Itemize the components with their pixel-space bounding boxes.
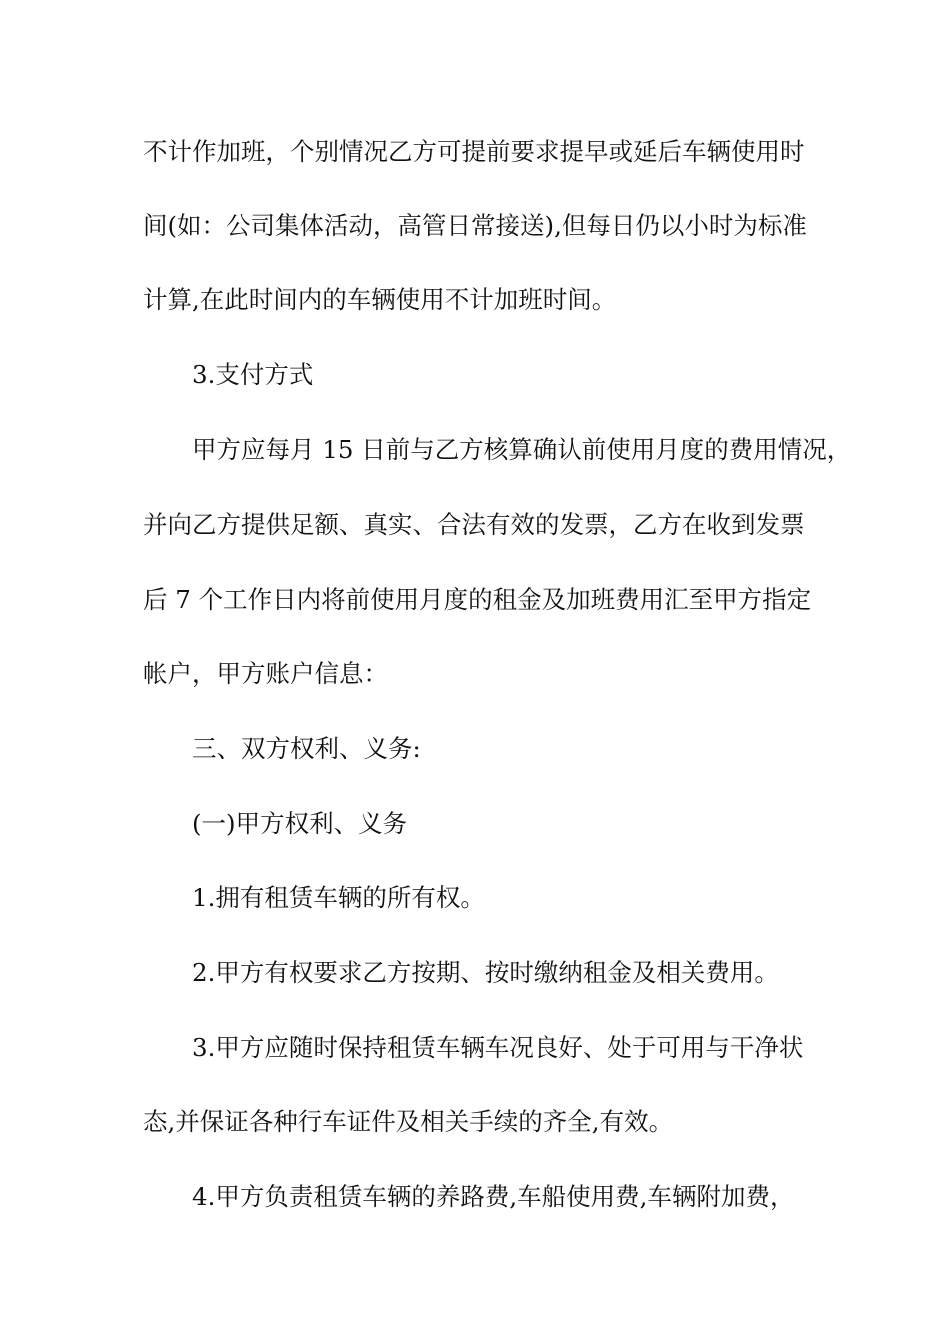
body-text-line: 并向乙方提供足额、真实、合法有效的发票，乙方在收到发票	[143, 510, 805, 539]
body-text-line: 计算,在此时间内的车辆使用不计加班时间。	[143, 285, 617, 314]
list-item: 1.拥有租赁车辆的所有权。	[192, 883, 485, 912]
list-item: 4.甲方负责租赁车辆的养路费,车船使用费,车辆附加费，	[192, 1182, 795, 1211]
body-text-line: 态,并保证各种行车证件及相关手续的齐全,有效。	[143, 1107, 674, 1136]
list-item: 3.甲方应随时保持租赁车辆车况良好、处于可用与干净状	[192, 1033, 804, 1062]
body-text-line: 不计作加班，个别情况乙方可提前要求提早或延后车辆使用时	[143, 137, 805, 166]
subsection-heading: (一)甲方权利、义务	[192, 809, 408, 838]
body-text-line: 间(如：公司集体活动，高管日常接送),但每日仍以小时为标准	[143, 211, 807, 240]
body-text-line: 甲方应每月 15 日前与乙方核算确认前使用月度的费用情况，	[192, 435, 852, 464]
list-item: 2.甲方有权要求乙方按期、按时缴纳租金及相关费用。	[192, 958, 779, 987]
body-text-line: 帐户，甲方账户信息：	[143, 659, 388, 688]
body-text-line: 后 7 个工作日内将前使用月度的租金及加班费用汇至甲方指定	[143, 585, 812, 614]
section-heading: 3.支付方式	[192, 360, 314, 389]
section-heading: 三、双方权利、义务:	[192, 734, 421, 763]
